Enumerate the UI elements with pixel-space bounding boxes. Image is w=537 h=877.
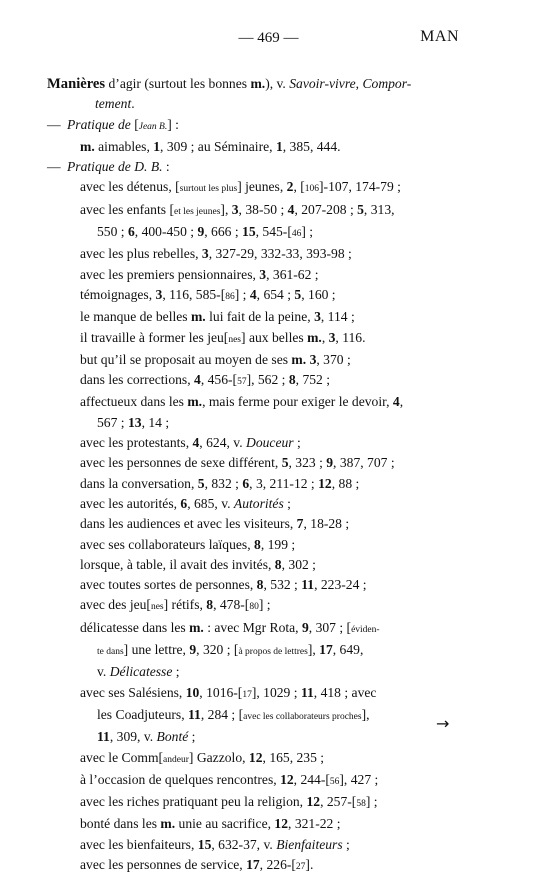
index-line: avec les riches pratiquant peu la religion, 12, 257-[58] ;: [80, 794, 378, 810]
index-line: avec les détenus, [surtout les plus] jeunes, 2, [106]-107, 174-79 ;: [80, 179, 401, 195]
continuation-arrow-icon: →: [436, 714, 450, 733]
index-line: avec des jeu[nes] rétifs, 8, 478-[80] ;: [80, 597, 271, 613]
index-line: but qu’il se proposait au moyen de ses m. 3, 370 ;: [80, 351, 351, 367]
index-line: avec le Comm[andeur] Gazzolo, 12, 165, 235 ;: [80, 749, 325, 765]
index-line: m. aimables, 1, 309 ; au Séminaire, 1, 385, 444.: [80, 138, 341, 154]
index-line: tement.: [95, 96, 135, 112]
index-line: dans les audiences et avec les visiteurs, 7, 18-28 ;: [80, 516, 350, 532]
index-sub-heading: — Pratique de D. B. :: [47, 159, 170, 175]
index-line: avec toutes sortes de personnes, 8, 532 ; 11, 223-24 ;: [80, 577, 367, 593]
index-entries: [47, 74, 462, 877]
index-line: avec les enfants [et les jeunes], 3, 38-50 ; 4, 207-208 ; 5, 313,: [80, 201, 395, 217]
index-line: avec ses Salésiens, 10, 1016-[17], 1029 ; 11, 418 ; avec: [80, 684, 377, 700]
index-line: témoignages, 3, 116, 585-[86] ; 4, 654 ; 5, 160 ;: [80, 286, 336, 302]
index-line: délicatesse dans les m. : avec Mgr Rota, 9, 307 ; [éviden-: [80, 619, 380, 635]
index-line: avec les premiers pensionnaires, 3, 361-62 ;: [80, 266, 319, 282]
index-line: te dans] une lettre, 9, 320 ; [à propos de lettres], 17, 649,: [97, 642, 364, 658]
index-line: avec les autorités, 6, 685, v. Autorités ;: [80, 495, 291, 511]
index-line: dans la conversation, 5, 832 ; 6, 3, 211-12 ; 12, 88 ;: [80, 475, 360, 491]
index-line: 11, 309, v. Bonté ;: [97, 729, 196, 745]
index-line: avec les personnes de sexe différent, 5, 323 ; 9, 387, 707 ;: [80, 455, 395, 471]
index-line: bonté dans les m. unie au sacrifice, 12, 321-22 ;: [80, 816, 341, 832]
index-line: avec les personnes de service, 17, 226-[27].: [80, 856, 314, 872]
index-line: 550 ; 6, 400-450 ; 9, 666 ; 15, 545-[46] ;: [97, 224, 314, 240]
index-line: affectueux dans les m., mais ferme pour exiger le devoir, 4,: [80, 394, 404, 410]
index-line: dans les corrections, 4, 456-[57], 562 ; 8, 752 ;: [80, 372, 331, 388]
index-line: v. Délicatesse ;: [97, 664, 180, 680]
index-main-entry: Manières d’agir (surtout les bonnes m.), v. Savoir-vivre, Compor-: [47, 76, 412, 92]
index-line: avec les protestants, 4, 624, v. Douceur ;: [80, 435, 301, 451]
index-line: avec les plus rebelles, 3, 327-29, 332-33, 393-98 ;: [80, 246, 352, 262]
index-line: avec les bienfaiteurs, 15, 632-37, v. Bienfaiteurs ;: [80, 836, 350, 852]
running-head: MAN: [420, 28, 459, 45]
index-line: les Coadjuteurs, 11, 284 ; [avec les collaborateurs proches],: [97, 706, 370, 722]
index-line: lorsque, à table, il avait des invités, 8, 302 ;: [80, 556, 316, 572]
index-line: 567 ; 13, 14 ;: [97, 414, 170, 430]
index-line: il travaille à former les jeu[nes] aux belles m., 3, 116.: [80, 329, 366, 345]
index-line: avec ses collaborateurs laïques, 8, 199 ;: [80, 536, 296, 552]
index-line: à l’occasion de quelques rencontres, 12, 244-[56], 427 ;: [80, 771, 379, 787]
page-number: — 469 —: [238, 30, 299, 46]
index-sub-heading: — Pratique de [Jean B.] :: [47, 116, 179, 132]
index-line: le manque de belles m. lui fait de la peine, 3, 114 ;: [80, 309, 355, 325]
